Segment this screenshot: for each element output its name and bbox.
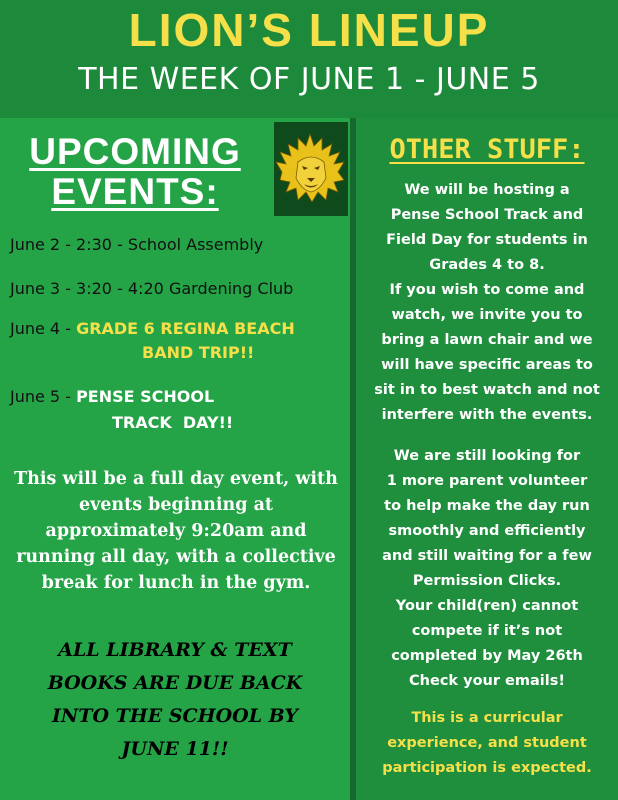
info-line: Your child(ren) cannot bbox=[395, 598, 579, 614]
info-line: watch, we invite you to bbox=[391, 307, 583, 323]
participation-notice bbox=[356, 706, 618, 781]
description-line: approximately 9:20am and bbox=[45, 521, 307, 541]
event-item bbox=[10, 318, 295, 340]
info-line: Check your emails! bbox=[409, 673, 565, 689]
library-line: INTO THE SCHOOL BY bbox=[52, 705, 298, 727]
info-line: smoothly and efficiently bbox=[388, 523, 586, 539]
info-line: and still waiting for a few bbox=[382, 548, 592, 564]
info-line: Pense School Track and bbox=[390, 207, 584, 223]
description-line: break for lunch in the gym. bbox=[41, 573, 311, 593]
info-line: compete if it’s not bbox=[411, 623, 563, 639]
upcoming-heading-line2: EVENTS: bbox=[51, 171, 219, 212]
event-item bbox=[10, 234, 263, 256]
event-text: June 3 - 3:20 - 4:20 Gardening Club bbox=[10, 279, 294, 298]
event-prefix: June 5 - bbox=[10, 387, 77, 406]
info-line: Field Day for students in bbox=[386, 232, 588, 248]
info-line: We will be hosting a bbox=[404, 182, 570, 198]
info-line: bring a lawn chair and we bbox=[381, 332, 593, 348]
info-line: will have specific areas to bbox=[381, 357, 593, 373]
event-highlight: GRADE 6 REGINA BEACH bbox=[76, 319, 295, 338]
header-banner bbox=[0, 0, 618, 118]
library-line: JUNE 11!! bbox=[121, 738, 229, 760]
notice-line: This is a curricular bbox=[411, 710, 563, 726]
track-day-info bbox=[356, 178, 618, 428]
event-item bbox=[10, 278, 293, 300]
info-line: completed by May 26th bbox=[391, 648, 583, 664]
lion-head-icon bbox=[274, 122, 348, 216]
description-line: events beginning at bbox=[78, 495, 273, 515]
event-prefix: June 4 - bbox=[10, 319, 77, 338]
info-line: Grades 4 to 8. bbox=[429, 257, 545, 273]
event-highlight: PENSE SCHOOL bbox=[76, 387, 215, 406]
other-stuff-panel bbox=[356, 118, 618, 800]
info-line: sit in to best watch and not bbox=[374, 382, 600, 398]
library-line: ALL LIBRARY & TEXT bbox=[58, 639, 292, 661]
info-line: We are still looking for bbox=[393, 448, 581, 464]
event-text: June 2 - 2:30 - School Assembly bbox=[10, 235, 264, 254]
description-line: running all day, with a collective bbox=[16, 547, 336, 567]
event-item bbox=[10, 386, 214, 408]
other-stuff-heading: OTHER STUFF: bbox=[389, 134, 585, 165]
notice-line: participation is expected. bbox=[382, 760, 592, 776]
page-title: LION’S LINEUP bbox=[128, 4, 490, 56]
upcoming-heading-line1: UPCOMING bbox=[29, 131, 241, 172]
info-line: If you wish to come and bbox=[389, 282, 585, 298]
event-highlight-continued: TRACK DAY!! bbox=[112, 413, 234, 432]
event-highlight-continued: BAND TRIP!! bbox=[142, 343, 255, 362]
upcoming-events-heading bbox=[0, 132, 270, 212]
info-line: 1 more parent volunteer bbox=[386, 473, 588, 489]
library-line: BOOKS ARE DUE BACK bbox=[47, 672, 303, 694]
page-subtitle: THE WEEK OF JUNE 1 - JUNE 5 bbox=[78, 62, 540, 97]
info-line: Permission Clicks. bbox=[412, 573, 562, 589]
library-notice bbox=[10, 634, 340, 766]
info-line: interfere with the events. bbox=[381, 407, 593, 423]
info-line: to help make the day run bbox=[384, 498, 590, 514]
track-day-description bbox=[8, 466, 344, 596]
volunteer-info bbox=[356, 444, 618, 694]
upcoming-events-panel bbox=[0, 118, 350, 800]
notice-line: experience, and student bbox=[387, 735, 587, 751]
description-line: This will be a full day event, with bbox=[14, 469, 338, 489]
